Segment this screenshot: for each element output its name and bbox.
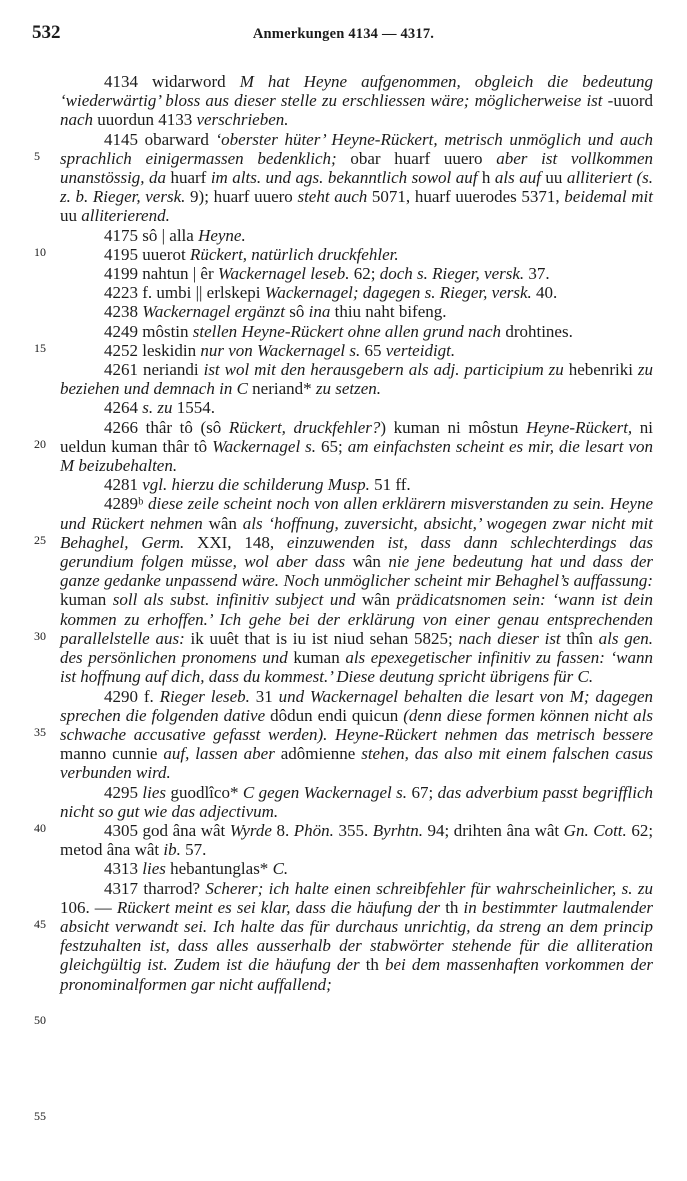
italic-commentary: Rückert, natürlich druckfehler. <box>189 244 399 264</box>
italic-commentary: steht auch <box>297 187 368 207</box>
italic-commentary: am einfachsten scheint es mir, die lesart von M beizubehalten. <box>60 436 653 476</box>
text-segment: 4289ᵇ <box>104 494 148 514</box>
italic-commentary: Wyrde <box>229 820 272 840</box>
text-segment: hebantunglas* <box>165 859 273 879</box>
italic-commentary: ‘oberster hüter’ Heyne-Rückert, metrisch unmöglich und auch sprachlich einigermassen bedenklich; <box>60 129 653 168</box>
italic-commentary: lies <box>142 782 167 802</box>
italic-commentary: Scherer; ich halte einen schreibfehler für wahrscheinlicher, s. zu <box>205 878 653 898</box>
text-segment: 31 <box>249 686 279 706</box>
italic-commentary: soll als subst. infinitiv subject und <box>112 590 356 610</box>
italic-commentary: zu beziehen und demnach in C <box>60 360 653 399</box>
text-segment: 4305 god âna wât <box>104 820 230 840</box>
annotation-entry <box>60 264 653 283</box>
italic-commentary: Wackernagel s. <box>212 436 317 456</box>
italic-commentary: alliterierend. <box>81 206 170 226</box>
text-segment: 4295 <box>104 782 143 802</box>
text-segment: drohtines. <box>501 321 573 341</box>
text-segment: 4249 môstin <box>104 321 193 341</box>
text-segment: 51 ff. <box>369 475 411 495</box>
annotation-entry <box>60 130 653 226</box>
annotation-entry <box>60 475 653 494</box>
text-segment: h <box>477 168 495 188</box>
text-segment: 4175 sô | alla <box>104 225 199 245</box>
line-number: 50 <box>34 1012 46 1027</box>
text-segment: 4317 tharrod? <box>104 878 206 898</box>
text-segment: wân <box>345 552 389 572</box>
text-segment: sô <box>285 302 309 322</box>
annotation-entry <box>60 783 653 821</box>
text-segment: obar huarf uuero <box>336 148 497 168</box>
italic-commentary: Wackernagel leseb. <box>217 264 350 284</box>
italic-commentary: ib. <box>163 840 181 860</box>
text-segment: 62; metod âna wât <box>60 820 654 860</box>
italic-commentary: nach dieser ist <box>458 628 561 648</box>
italic-commentary: Phön. <box>293 820 334 840</box>
italic-commentary: in bestimmter lautmalender absicht verwandt sei. Ich halte das für durchaus unrichtig, da streng an dem princip festzuhalten ist, dass alles ausserhalb der stabwörter stehende für die alliteration gleichgültig ist. Zudem ist die häufung der <box>60 897 654 975</box>
line-number: 10 <box>34 244 46 259</box>
italic-commentary: als gen. des persönlichen pronomens und <box>60 628 653 668</box>
annotation-entry <box>60 302 653 321</box>
text-segment: manno cunnie <box>60 744 164 764</box>
italic-commentary: Byrhtn. <box>372 820 423 840</box>
text-segment: th <box>440 897 464 917</box>
italic-commentary: verschrieben. <box>196 110 289 130</box>
text-segment: 4199 nahtun | êr <box>104 264 218 284</box>
italic-commentary: Gn. Cott. <box>563 820 627 840</box>
page-number: 532 <box>32 22 61 43</box>
italic-commentary: Heyne-Rückert, <box>526 417 633 437</box>
text-segment: 355. <box>333 820 373 840</box>
text-segment: 65; <box>316 436 348 456</box>
italic-commentary: als epexegetischer infinitiv zu fassen: ‘wann ist hoffnung auf dich, dass du kommest.’ Diese deutung spricht übrigens für C. <box>60 648 653 687</box>
line-number: 55 <box>34 1108 46 1123</box>
line-number: 45 <box>34 916 46 931</box>
text-segment: kuman <box>60 590 113 610</box>
text-segment: 4145 obarward <box>104 129 216 149</box>
line-number: 25 <box>34 532 46 547</box>
annotation-entry <box>60 879 653 994</box>
text-segment: wân <box>202 513 243 533</box>
italic-commentary: C gegen Wackernagel s. <box>242 782 408 802</box>
italic-commentary: Rückert meint es sei klar, dass die häufung der <box>116 897 441 917</box>
text-segment: 5071, huarf uuerodes 5371, <box>367 187 565 207</box>
text-segment: 4264 <box>104 398 143 418</box>
italic-commentary: Rieger leseb. <box>159 686 250 706</box>
line-number: 20 <box>34 436 46 451</box>
text-segment: 106. — <box>60 897 117 917</box>
italic-commentary: (denn diese formen können nicht als schwache accusative gefasst werden). Heyne-Rückert nehmen das metrisch bessere <box>60 705 653 744</box>
text-segment: 4223 f. umbi || erlskepi <box>104 283 265 303</box>
annotation-entry <box>60 859 653 878</box>
text-segment: huarf <box>166 168 211 188</box>
text-segment: 4134 widarword <box>104 72 240 91</box>
text-segment: 4238 <box>104 302 143 322</box>
text-segment: neriand* <box>247 379 316 399</box>
text-segment: ik uuêt that is iu ist niud sehan 5825; <box>184 628 459 648</box>
text-segment: hebenriki <box>563 360 638 380</box>
text-segment: guodlîco* <box>166 782 243 802</box>
text-segment: 65 <box>360 340 386 360</box>
running-head: Anmerkungen 4134 — 4317. <box>252 26 435 42</box>
italic-commentary: ist wol mit den herausgebern als adj. participium zu <box>203 360 564 380</box>
text-segment: thiu naht bifeng. <box>330 302 447 322</box>
italic-commentary: C. <box>272 859 289 879</box>
line-number: 35 <box>34 724 46 739</box>
text-segment: XXI, 148, <box>184 532 287 552</box>
italic-commentary: stellen Heyne-Rückert ohne allen grund nach <box>192 321 502 341</box>
text-segment: 9); huarf uuero <box>185 187 298 207</box>
italic-commentary: das adverbium passt begrifflich nicht so gut wie das adjectivum. <box>60 782 654 821</box>
text-segment: 40. <box>531 283 558 303</box>
annotation-entry <box>60 245 653 264</box>
italic-commentary: nach <box>60 110 94 130</box>
annotation-entry <box>60 72 653 130</box>
italic-commentary: nur von Wackernagel s. <box>200 340 361 360</box>
text-segment: -uuord <box>602 91 653 111</box>
line-number: 15 <box>34 340 46 355</box>
text-segment: ) kuman ni môstun <box>380 417 526 437</box>
text-segment: adômienne <box>274 744 362 764</box>
italic-commentary: als auf <box>494 168 541 188</box>
line-number: 30 <box>34 628 46 643</box>
annotation-entry <box>60 398 653 417</box>
italic-commentary: einzuwenden ist, dass dann schlechterdings das gerundium folgen müsse, wol aber dass <box>60 532 653 572</box>
text-segment: uu <box>60 206 82 226</box>
text-segment: uu <box>540 168 567 188</box>
text-segment: dôdun endi quicun <box>265 705 404 725</box>
italic-commentary: auf, lassen aber <box>163 744 275 764</box>
text-segment: 4313 <box>104 859 143 879</box>
text-segment: thîn <box>560 628 599 648</box>
italic-commentary: Rückert, druckfehler? <box>228 417 381 437</box>
italic-commentary: zu setzen. <box>315 379 382 399</box>
text-segment: 62; <box>349 264 380 284</box>
italic-commentary: M hat Heyne aufgenommen, obgleich die bedeutung ‘wiederwärtig’ bloss aus dieser stelle zu erschliessen wäre; möglicherweise ist <box>60 72 653 111</box>
text-segment: 37. <box>524 264 550 284</box>
italic-commentary: alliteriert (s. z. b. Rieger, versk. <box>60 168 654 207</box>
italic-commentary: diese zeile scheint noch von allen erklärern misverstanden zu sein. Heyne und Rückert nehmen <box>60 494 654 533</box>
italic-commentary: ina <box>308 302 331 322</box>
text-segment: 67; <box>407 782 438 802</box>
text-segment: th <box>359 955 386 975</box>
text-segment: wân <box>355 590 397 610</box>
italic-commentary: Wackernagel; dagegen s. Rieger, versk. <box>264 283 532 303</box>
text-segment: kuman <box>287 648 346 668</box>
italic-commentary: s. zu <box>142 398 173 418</box>
italic-commentary: Wackernagel ergänzt <box>142 302 285 322</box>
text-segment: ni ueldun kuman thâr tô <box>60 417 654 456</box>
text-segment: 4266 thâr tô (sô <box>104 417 229 437</box>
italic-commentary: im alts. und ags. bekanntlich sowol auf <box>210 168 478 188</box>
text-segment: 57. <box>180 840 207 860</box>
italic-commentary: prädicatsnomen sein: ‘wann ist dein kommen zu erhoffen.’ Ich gehe bei der erklärung von einer genau entsprechenden parallelstelle aus: <box>60 590 653 648</box>
annotation-entry <box>60 283 653 302</box>
annotation-entry <box>60 360 653 398</box>
italic-commentary: vgl. hierzu die schilderung Musp. <box>142 475 370 495</box>
annotation-entry <box>60 418 653 476</box>
line-number: 5 <box>34 148 40 163</box>
text-segment: 4195 uuerot <box>104 244 190 264</box>
text-segment: 94; drihten âna wât <box>422 820 564 840</box>
italic-commentary: aber ist vollkommen unanstössig, da <box>60 148 654 188</box>
italic-commentary: Heyne. <box>198 225 246 245</box>
italic-commentary: und Wackernagel behalten die lesart von M; dagegen sprechen die folgenden dative <box>60 686 654 725</box>
annotation-entry <box>60 341 653 360</box>
annotation-entry <box>60 821 653 859</box>
text-segment: 4281 <box>104 475 143 495</box>
italic-commentary: beidemal mit <box>564 187 653 207</box>
italic-commentary: lies <box>142 859 166 879</box>
text-segment: 8. <box>271 820 294 840</box>
italic-commentary: doch s. Rieger, versk. <box>379 264 525 284</box>
page-header <box>32 22 655 48</box>
italic-commentary: nie jene bedeutung hat und dass der ganze gedanke unpassend wäre. Noch unmöglicher scheint mir Behaghel’s auffassung: <box>60 552 654 591</box>
text-segment: uuordun 4133 <box>93 110 197 130</box>
italic-commentary: bei dem massenhaften vorkommen der pronominalformen gar nicht auffallend; <box>60 955 653 994</box>
text-segment: 4290 f. <box>104 686 160 706</box>
annotation-entry <box>60 687 653 783</box>
text-segment: 4261 neriandi <box>104 360 204 380</box>
annotation-body <box>60 72 653 994</box>
italic-commentary: verteidigt. <box>385 340 456 360</box>
annotation-entry <box>60 226 653 245</box>
text-segment: 1554. <box>172 398 215 418</box>
text-segment: 4252 leskidin <box>104 340 201 360</box>
line-number: 40 <box>34 820 46 835</box>
annotation-entry <box>60 322 653 341</box>
annotation-entry <box>60 494 653 686</box>
italic-commentary: stehen, das also mit einem falschen casus verbunden wird. <box>60 744 653 783</box>
italic-commentary: als ‘hoffnung, zuversicht, absicht,’ wogegen zwar nicht mit Behaghel, Germ. <box>60 513 653 552</box>
